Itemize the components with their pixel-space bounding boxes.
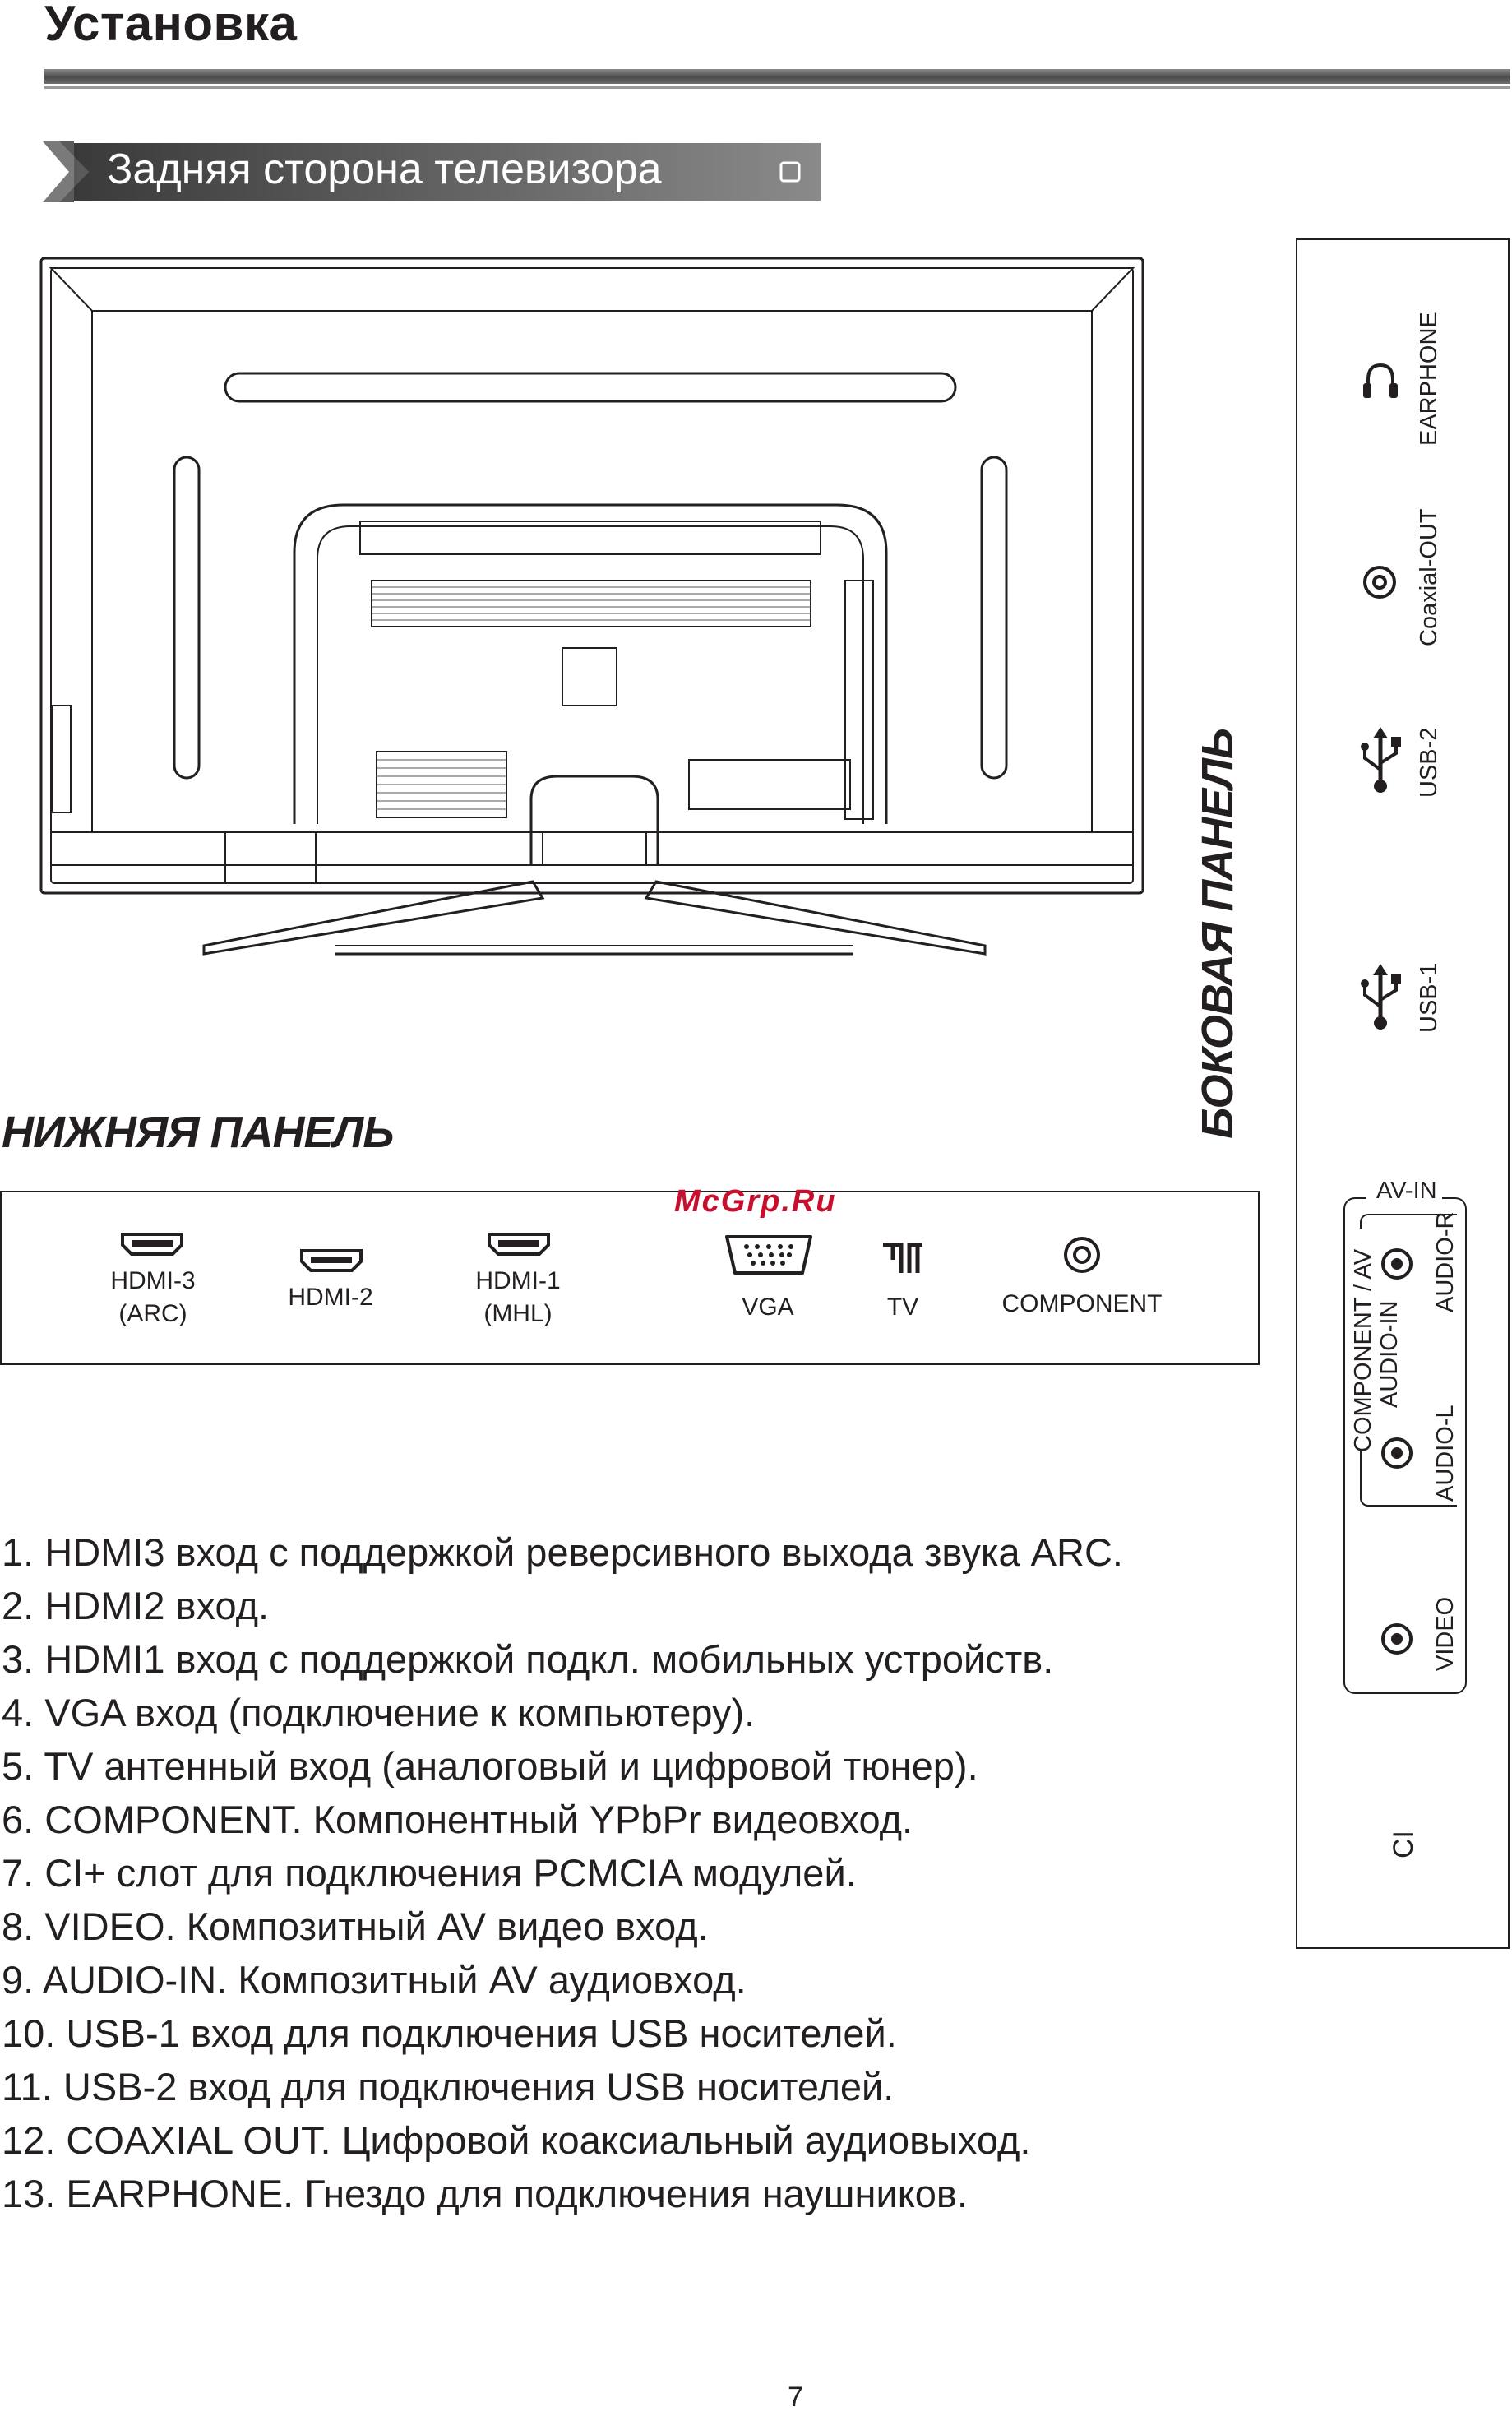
video-jack-icon	[1380, 1622, 1414, 1656]
title-rule	[44, 69, 1510, 84]
section-banner-title: Задняя сторона телевизора	[107, 146, 662, 193]
page-number: 7	[788, 2381, 803, 2413]
list-item: 11. USB-2 вход для подключения USB носителей.	[2, 2065, 895, 2108]
usb-2-icon	[1353, 727, 1408, 796]
coaxial-label: Coaxial-OUT	[1416, 508, 1442, 646]
audio-r-jack-icon	[1380, 1247, 1414, 1281]
list-item: 7. CI+ слот для подключения PCMCIA модулей.	[2, 1851, 857, 1895]
hdmi-1-label	[475, 1265, 560, 1331]
hdmi-1-icon	[487, 1232, 551, 1257]
hdmi-1-name: HDMI-1	[475, 1267, 561, 1294]
list-item: 2. HDMI2 вход.	[2, 1584, 270, 1627]
title-rule-thin	[44, 86, 1510, 89]
watermark: McGrp.Ru	[674, 1184, 837, 1219]
hdmi-1-sub: (MHL)	[483, 1300, 553, 1327]
usb-1-icon	[1353, 964, 1408, 1033]
list-item: 13. EARPHONE. Гнездо для подключения наушников.	[2, 2172, 968, 2215]
hdmi-3-sub: (ARC)	[118, 1300, 187, 1327]
av-in-label: AV-IN	[1376, 1178, 1437, 1204]
list-item: 8. VIDEO. Композитный AV видео вход.	[2, 1905, 709, 1948]
usb-2-label: USB-2	[1416, 727, 1442, 798]
hdmi-2-icon	[299, 1248, 363, 1273]
earphone-label: EARPHONE	[1416, 312, 1442, 446]
headphone-icon	[1362, 360, 1399, 401]
list-item: 3. HDMI1 вход с поддержкой подкл. мобильных устройств.	[2, 1637, 1054, 1681]
list-item: 5. TV антенный вход (аналоговый и цифровой тюнер).	[2, 1744, 978, 1788]
audio-in-label: AUDIO-IN	[1376, 1300, 1403, 1408]
list-item: 1. HDMI3 вход с поддержкой реверсивного выхода звука ARC.	[2, 1530, 1123, 1574]
usb-1-label: USB-1	[1416, 962, 1442, 1033]
hdmi-3-name: HDMI-3	[110, 1267, 196, 1294]
vga-icon	[724, 1233, 814, 1276]
list-item: 6. COMPONENT. Компонентный YPbPr видеовход.	[2, 1798, 913, 1841]
vga-label: VGA	[742, 1294, 794, 1321]
audio-l-jack-icon	[1380, 1436, 1414, 1470]
list-item: 4. VGA вход (подключение к компьютеру).	[2, 1691, 756, 1734]
hdmi-3-label	[110, 1265, 195, 1331]
component-label: COMPONENT	[1001, 1290, 1163, 1317]
list-item: 12. COAXIAL OUT. Цифровой коаксиальный аудиовыход.	[2, 2118, 1031, 2162]
list-item: 9. AUDIO-IN. Композитный AV аудиовход.	[2, 1958, 747, 2002]
tv-back-illustration	[39, 257, 1146, 956]
ci-slot-label: CI	[1388, 1831, 1419, 1858]
hdmi-2-label: HDMI-2	[288, 1284, 373, 1311]
video-label: VIDEO	[1432, 1596, 1459, 1671]
component-av-label: COMPONENT / AV	[1350, 1248, 1376, 1452]
hdmi-3-icon	[120, 1232, 184, 1257]
bottom-panel-heading: НИЖНЯЯ ПАНЕЛЬ	[2, 1108, 394, 1157]
antenna-icon	[881, 1242, 924, 1275]
coaxial-jack-icon	[1362, 564, 1398, 600]
audio-r-label: AUDIO-R	[1432, 1211, 1459, 1312]
page-title: Установка	[44, 0, 298, 51]
list-item: 10. USB-1 вход для подключения USB носителей.	[2, 2011, 897, 2055]
component-jack-icon	[1062, 1235, 1102, 1275]
audio-l-label: AUDIO-L	[1432, 1405, 1459, 1502]
side-panel-heading: БОКОВАЯ ПАНЕЛЬ	[1193, 728, 1242, 1139]
port-description-list	[2, 1525, 1123, 2220]
tv-label: TV	[886, 1294, 919, 1321]
